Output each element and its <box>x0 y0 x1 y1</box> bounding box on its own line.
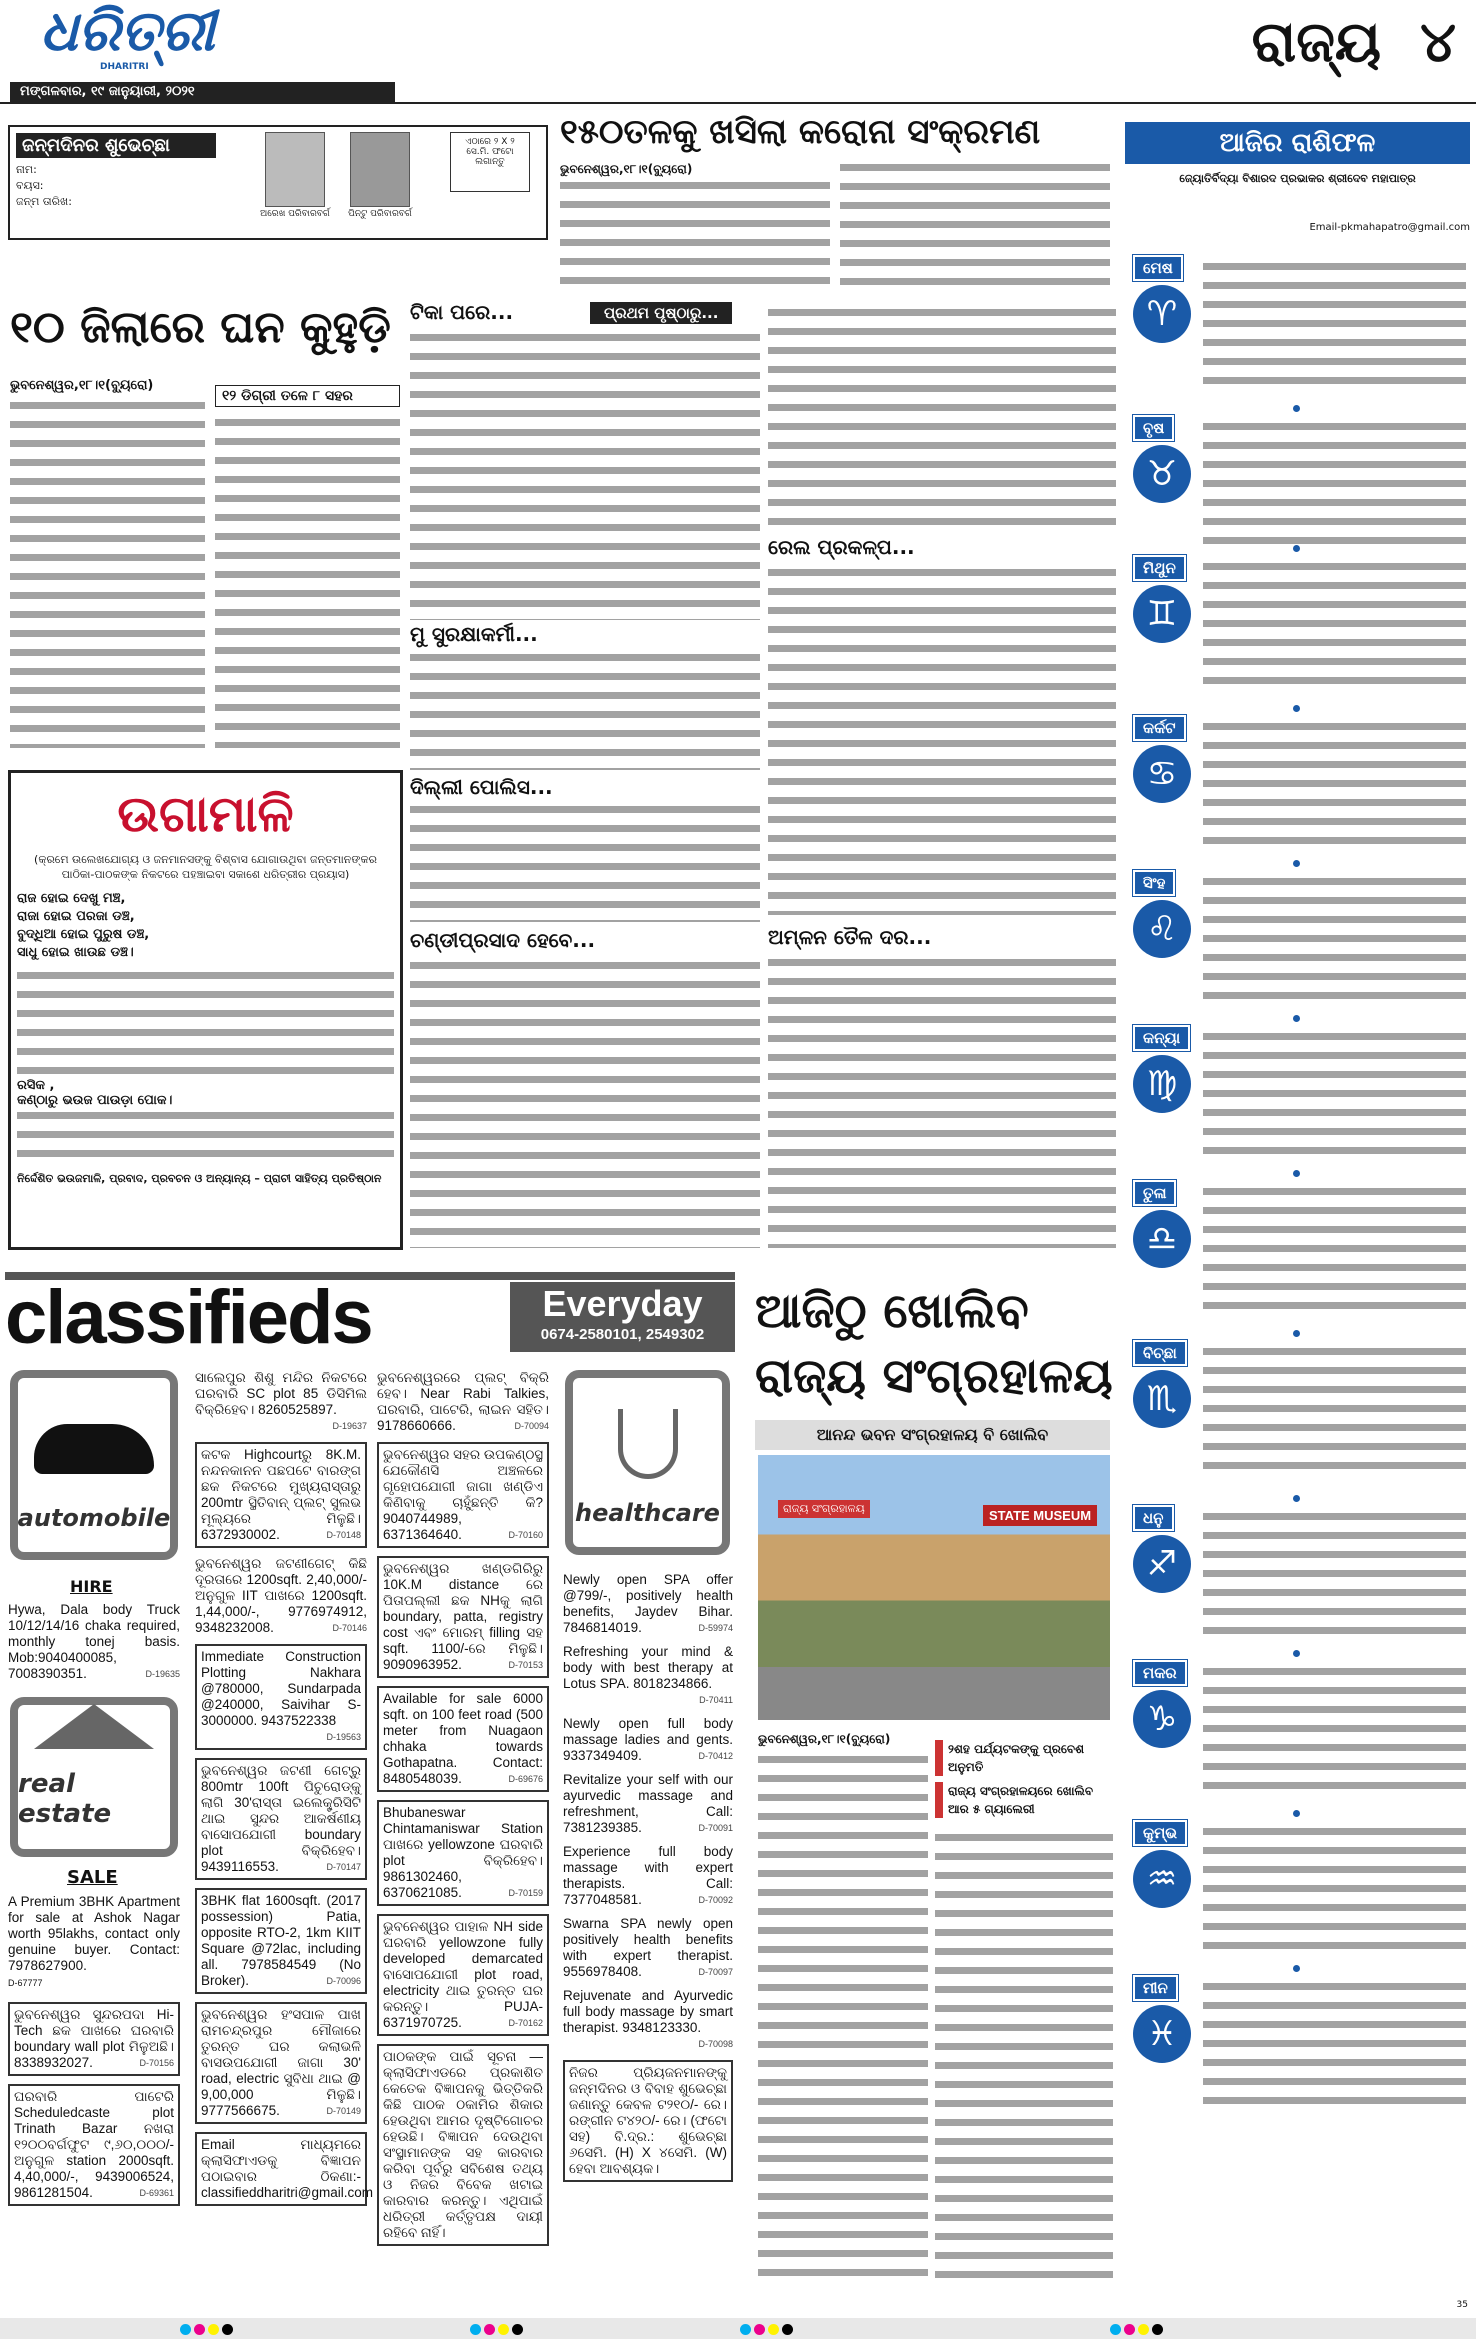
sign-label: ବୃଷ <box>1133 415 1174 441</box>
sign-text <box>1203 1344 1466 1479</box>
classified-ad <box>195 1442 367 1548</box>
sign-text <box>1203 559 1466 694</box>
classifieds-phone: 0674-2580101, 2549302 <box>540 1326 705 1343</box>
ad-text: A Premium 3BHK Apartment for sale at Ashok Nagar worth 95lakhs, contact only genuine buyer. Contact: 7978627900. <box>8 1894 180 1973</box>
sign-text <box>1203 1509 1466 1644</box>
ad-text: ଭୁବନେଶ୍ୱର ସହର ଉପକଣ୍ଠସ୍ଥ ଯେକୌଣସି ଅଞ୍ଚଳରେ ଗୃହୋପଯୋଗୀ ଜାଗା ଖଣ୍ଡିଏ କିଣିବାକୁ ଚାହୁଁଛନ୍ତି କି? 9040744989, 6371364640. <box>383 1447 543 1542</box>
logo-text: ଧରିତ୍ରୀ <box>40 0 215 64</box>
horoscope-item <box>1125 1180 1470 1330</box>
classified-ad <box>195 2132 374 2206</box>
sign-label: ତୁଳା <box>1133 1180 1176 1206</box>
corona-body-2 <box>840 160 1110 288</box>
horoscope-item <box>1125 415 1470 565</box>
classified-ad <box>563 1988 733 2052</box>
ad-code: D-70098 <box>698 2039 733 2049</box>
separator-dot <box>1293 545 1300 552</box>
sign-label: ବିଚ୍ଛା <box>1133 1340 1187 1366</box>
sign-text <box>1203 719 1466 854</box>
ad-text: Newly open full body massage ladies and gents. 9337349409. <box>563 1716 733 1763</box>
ugaamali-box <box>8 770 403 1250</box>
sale-ad <box>8 1894 180 1991</box>
horoscope-item <box>1125 1505 1470 1655</box>
ad-code: D-70096 <box>326 1976 361 1986</box>
verse-line: ରାଜ ହୋଇ ଦେଖୁ ମଞ୍ଚ, <box>17 891 126 906</box>
corona-dateline: ଭୁବନେଶ୍ୱର,୧୮।୧(ବ୍ୟୁରୋ) <box>560 162 693 176</box>
registration-mark <box>1110 2324 1121 2335</box>
horoscope-item <box>1125 1660 1470 1810</box>
zodiac-icon: ♈ <box>1133 285 1191 343</box>
automobile-label: automobile <box>17 1504 171 1532</box>
ad-code: D-19635 <box>145 1669 180 1679</box>
zodiac-icon: ♌ <box>1133 900 1191 958</box>
zodiac-icon: ♑ <box>1133 1690 1191 1748</box>
horoscope-item <box>1125 555 1470 705</box>
hire-heading: HIRE <box>70 1577 113 1596</box>
classified-ad <box>563 1844 733 1908</box>
separator-dot <box>1293 1495 1300 1502</box>
registration-mark <box>768 2324 779 2335</box>
classifieds-area <box>5 1362 735 2292</box>
classified-ad <box>563 1772 733 1836</box>
sign-label: ମେଷ <box>1133 255 1183 281</box>
classified-ad <box>563 2060 733 2182</box>
separator-dot <box>1293 1330 1300 1337</box>
date-bar: ମଙ୍ଗଳବାର, ୧୯ ଜାନୁୟାରୀ, ୨୦୨୧ <box>10 82 395 102</box>
ad-code: D-70148 <box>326 1530 361 1540</box>
sign-label: ସିଂହ <box>1133 870 1175 896</box>
registration-mark <box>208 2324 219 2335</box>
classified-ad <box>377 1686 549 1792</box>
museum-subtitle: ଆନନ୍ଦ ଭବନ ସଂଗ୍ରହାଳୟ ବି ଖୋଲିବ <box>755 1420 1110 1450</box>
ad-text: Bhubaneswar Chintamaniswar Station ପାଖରେ yellowzone ଘରବାରି plot ବିକ୍ରିହେବ। 9861302460, 6370621085. <box>383 1805 543 1900</box>
ugaamali-title: ଉଗାମାଳି <box>117 785 294 843</box>
classified-ad <box>195 1888 367 1994</box>
classified-ad <box>563 1916 733 1980</box>
cont-body <box>410 958 760 1248</box>
separator-dot <box>1293 1965 1300 1972</box>
zodiac-icon: ♒ <box>1133 1850 1191 1908</box>
ad-text: ଭୁବନେଶ୍ୱର ଖଣ୍ଡଗିରିରୁ 10K.M distance ରେ ପିତାପଲ୍ଲୀ ଛକ NHକୁ ଲାଗି boundary, patta, registry cost ଏବଂ ମୋରମ୍ filling ସହ sqft. 1100/-ରେ ମିଳୁଛି। 9090963952. <box>383 1561 543 1672</box>
ad-text: ଭୁବନେଶ୍ୱରରେ ପ୍ଲଟ୍ ବିକ୍ରି ହେବ। Near Rabi Talkies, ଘରବାରି, ପାଟେରି, ଲାଇନ ସହିତ। 9178660666. <box>377 1370 549 1433</box>
ad-text: Rejuvenate and Ayurvedic full body massage by smart therapist. 9348123330. <box>563 1988 733 2035</box>
classifieds-title: classifieds <box>5 1275 372 1360</box>
ad-code: D-70412 <box>698 1751 733 1761</box>
ad-text: ଘରବାରି ପାଟେରି Scheduledcaste plot Trinath Bazar ନଖରା ୧୨୦୦ବର୍ଗଫୁଟ ୯,୬୦,୦୦୦/- ଅନୁଗୁଳ station 2000sqft. 4,40,000/-, 9439006524, 9861281504. <box>14 2089 174 2200</box>
photo-1 <box>265 132 325 207</box>
horoscope-item <box>1125 715 1470 865</box>
bullet: ରାଜ୍ୟ ସଂଗ୍ରହାଳୟରେ ଖୋଲିବ ଆର ୫ ଗ୍ୟାଲେରୀ <box>935 1782 1110 1818</box>
registration-mark <box>194 2324 205 2335</box>
ad-code: D-70097 <box>698 1967 733 1977</box>
registration-mark <box>484 2324 495 2335</box>
classified-ad <box>377 1370 549 1434</box>
ugaamali-body <box>17 968 394 1078</box>
masthead-logo <box>40 2 230 72</box>
ad-text: ଭୁବନେଶ୍ୱର ହଂସପାଳ ପାଖ ରାମଚନ୍ଦ୍ରପୁର ମୌଜାରେ ତୁରନ୍ତ ଘର କଲାଭଳି ବାସଉପଯୋଗୀ ଜାଗା 30' road, electric ସୁବିଧା ଥାଇ @ 9,00,000 ମିଳୁଛି। 9777566675. <box>201 2007 361 2118</box>
separator-dot <box>1293 405 1300 412</box>
ad-text: Experience full body massage with expert therapists. Call: 7377048581. <box>563 1844 733 1907</box>
ad-text: ଭୁବନେଶ୍ୱର ଜଟଣୀ ଗେଟ୍‌ରୁ 800mtr 100ft ପିଚୁରୋଡ୍‌କୁ ଲାଗି 30'ରାସ୍ତା ଇଲେକ୍ଟ୍ରିସିଟି ଥାଇ ସୁନ୍ଦର ଆକର୍ଷଣୀୟ ବାସୋପଯୋଗୀ boundary plot ବିକ୍ରିହେବ। 9439116553. <box>201 1763 361 1874</box>
ugaamali-subtitle: (କ୍ରମେ ଉଲେଖଯୋଗ୍ୟ ଓ ଜନମାନସଙ୍କୁ ବିଶ୍ବାସ ଯୋଗାଉଥିବା ଜନ୍ତମାନଙ୍କର ପାଠିକା-ପାଠକଙ୍କ ନିକଟରେ ପହଞ୍ଚାଇବା ସକାଶେ ଧରିତ୍ରୀର ପ୍ରୟାସ) <box>34 853 377 881</box>
registration-mark <box>470 2324 481 2335</box>
classified-ad <box>195 1644 367 1750</box>
sign-text <box>1203 419 1466 554</box>
museum-dateline: ଭୁବନେଶ୍ୱର,୧୮।୧(ବ୍ୟୁରୋ) <box>758 1732 891 1746</box>
ugaamali-body-2 <box>17 1108 394 1168</box>
ad-text: Immediate Construction Plotting Nakhara @780000, Sundarpada @240000, Saivihar S-3000000. 9437522338 <box>201 1649 361 1728</box>
ad-code: D-19563 <box>326 1732 361 1742</box>
ad-text: Swarna SPA newly open positively health benefits with expert therapist. 9556978408. <box>563 1916 733 1979</box>
ad-code: D-67777 <box>8 1978 43 1988</box>
sale-heading: SALE <box>67 1867 118 1888</box>
zodiac-icon: ♎ <box>1133 1210 1191 1268</box>
car-icon <box>34 1424 154 1474</box>
ad-text: ଭୁବନେଶ୍ୱର ସୁନ୍ଦରପଦା Hi-Tech ଛକ ପାଖରେ ଘରବାରି boundary wall plot ମିଳୁଅଛି। 8338932027. <box>14 2007 174 2070</box>
classified-ad <box>377 1800 549 1906</box>
ad-code: D-59974 <box>698 1623 733 1633</box>
cont-heading: ଟିକା ପରେ... <box>410 300 514 324</box>
fog-dateline: ଭୁବନେଶ୍ୱର,୧୮।୧(ବ୍ୟୁରୋ) <box>10 378 154 393</box>
zodiac-icon: ♋ <box>1133 745 1191 803</box>
cont-body <box>410 802 760 922</box>
sign-text <box>1203 259 1466 394</box>
ugaamali-footer: ନିର୍ଦ୍ଦେଶିତ ଭଉଜମାଳି, ପ୍ରବାଦ, ପ୍ରବଚନ ଓ ଅନ୍ୟାନ୍ୟ – ପ୍ରାଚୀ ସାହିତ୍ୟ ପ୍ରତିଷ୍ଠାନ <box>17 1172 382 1185</box>
photo-sign-odia: ରାଜ୍ୟ ସଂଗ୍ରହାଳୟ <box>778 1500 870 1518</box>
horoscope-item <box>1125 870 1470 1020</box>
front-page-label: ପ୍ରଥମ ପୃଷ୍ଠାରୁ... <box>590 302 732 324</box>
ad-code: D-70411 <box>699 1695 733 1705</box>
classified-ad <box>377 1914 549 2036</box>
birthday-box <box>8 125 548 240</box>
zodiac-icon: ♊ <box>1133 585 1191 643</box>
registration-mark <box>512 2324 523 2335</box>
classified-ad <box>195 1758 367 1880</box>
registration-mark <box>1152 2324 1163 2335</box>
ugaamali-verse <box>17 890 394 962</box>
horoscope-email: Email-pkmahapatro@gmail.com <box>1309 222 1470 233</box>
ad-code: D-70160 <box>508 1530 543 1540</box>
cont-body <box>768 955 1116 1248</box>
ad-text: Refreshing your mind & body with best therapy at Lotus SPA. 8018234866. <box>563 1644 733 1691</box>
museum-body <box>758 1752 928 2287</box>
cont-body <box>410 330 760 620</box>
classified-ad <box>563 1644 733 1708</box>
horoscope-item <box>1125 1820 1470 1970</box>
ad-text: ପାଠକଙ୍କ ପାଇଁ ସୂଚନା — କ୍ଲାସିଫାଏଡରେ ପ୍ରକାଶିତ କେତେକ ବିଜ୍ଞାପନକୁ ଭିତ୍ତିକରି କିଛି ପାଠକ ଠକାମିର ଶିକାର ହେଉଥିବା ଆମର ଦୃଷ୍ଟିଗୋଚର ହେଉଛି। ବିଜ୍ଞାପନ ଦେଉଥିବା ସଂସ୍ଥାମାନଙ୍କ ସହ କାରବାର କରିବା ପୂର୍ବରୁ ସବିଶେଷ ତଥ୍ୟ ଓ ନିଜର ବିବେକ ଖଟାଇ କାରବାର କରନ୍ତୁ। ଏଥିପାଇଁ ଧରିତ୍ରୀ କର୍ତ୍ତୃପକ୍ଷ ଦାୟୀ ରହିବେ ନାହିଁ। <box>383 2049 543 2240</box>
ugaamali-h2: ରସିକ , <box>17 1078 55 1093</box>
classified-ad <box>563 1716 733 1764</box>
separator-dot <box>1293 1650 1300 1657</box>
classified-ad <box>377 1442 549 1548</box>
separator-dot <box>1293 1810 1300 1817</box>
realestate-label: real estate <box>18 1769 112 1829</box>
museum-headline-1: ଆଜିଠୁ ଖୋଲିବ <box>755 1283 1029 1339</box>
ad-code: D-70153 <box>508 1660 543 1670</box>
photo-sign: STATE MUSEUM <box>983 1505 1097 1526</box>
corona-body <box>560 178 830 288</box>
ad-code: D-19637 <box>332 1421 367 1431</box>
separator-dot <box>1293 1170 1300 1177</box>
ad-code: D-70146 <box>332 1623 367 1633</box>
sign-label: ମିଥୁନ <box>1133 555 1186 581</box>
horoscope-item <box>1125 255 1470 405</box>
photo-2 <box>350 132 410 207</box>
museum-photo <box>758 1455 1110 1720</box>
sign-text <box>1203 1029 1466 1164</box>
ad-code: D-70147 <box>326 1862 361 1872</box>
separator-dot <box>1293 705 1300 712</box>
ugaamali-h3: କଣ୍ଠାରୁ ଭଉଜ ପାଉଡ଼ା ପୋକ। <box>17 1093 173 1108</box>
horoscope-item <box>1125 1025 1470 1175</box>
fog-body-2 <box>215 415 400 748</box>
photo-1-caption: ଅରେଖ ପରିବାରବର୍ଗ <box>260 209 330 219</box>
zodiac-icon: ♍ <box>1133 1055 1191 1113</box>
ad-code: D-70092 <box>698 1895 733 1905</box>
page-number: ୪ <box>1420 10 1456 75</box>
everyday-label: Everyday <box>542 1283 703 1324</box>
horoscope-title: ଆଜିର ରାଶିଫଳ <box>1125 122 1470 164</box>
registration-mark <box>782 2324 793 2335</box>
footer-page-number: 35 <box>1456 2300 1468 2310</box>
registration-mark <box>1124 2324 1135 2335</box>
ad-text: ଭୁବନେଶ୍ୱର ଜଟଣୀଗେଟ୍ କିଛି ଦୂରତାରେ 1200sqft. 2,40,000/- ଅନୁଗୁଳ IIT ପାଖରେ 1200sqft. 1,44,000/-, 9776974912, 9348232008. <box>195 1556 367 1635</box>
sign-label: ଧନୁ <box>1133 1505 1174 1531</box>
registration-mark <box>180 2324 191 2335</box>
photo-2-caption: ପିନ୍ଟୁ ପରିବାରବର୍ଗ <box>348 209 412 219</box>
ad-text: ନିଜର ପ୍ରିୟଜନମାନଙ୍କୁ ଜନ୍ମଦିନର ଓ ବିବାହ ଶୁଭେଚ୍ଛା ଜଣାନ୍ତୁ କେବଳ ଟ୨୧୦/- ରେ। ରଙ୍ଗୀନ ଟ୪୨୦/- ରେ। (ଫଟୋ ସହ) ବି.ଦ୍ର.: ଶୁଭେଚ୍ଛା ୬ସେମି. (H) X ୪ସେମି. (W) ହେବା ଆବଶ୍ୟକ। <box>569 2065 727 2176</box>
section-title <box>1252 10 1456 76</box>
classified-ad <box>195 1556 367 1636</box>
ad-text: Newly open SPA offer @799/-, positively health benefits, Jaydev Bihar. 7846814019. <box>563 1572 733 1635</box>
horoscope-item <box>1125 1340 1470 1490</box>
healthcare-card <box>565 1370 730 1555</box>
separator-dot <box>1293 860 1300 867</box>
sign-label: ମୀନ <box>1133 1975 1178 2001</box>
registration-mark <box>754 2324 765 2335</box>
registration-mark <box>222 2324 233 2335</box>
field-dob: ଜନ୍ମ ତାରିଖ: <box>16 195 72 208</box>
birthday-title: ଜନ୍ମଦିନର ଶୁଭେଚ୍ଛା <box>16 133 216 158</box>
sign-text <box>1203 1824 1466 1959</box>
hire-ad <box>8 1602 180 1682</box>
cont-heading: ଚଣ୍ଡୀପ୍ରସାଦ ହେବେ... <box>410 928 596 952</box>
ad-text: Revitalize your self with our ayurvedic massage and refreshment, Call: 7381239385. <box>563 1772 733 1835</box>
ad-code: D-69676 <box>508 1774 543 1784</box>
sign-text <box>1203 874 1466 1009</box>
automobile-card <box>10 1370 178 1560</box>
stethoscope-icon <box>618 1409 678 1479</box>
ad-code: D-70091 <box>698 1823 733 1833</box>
verse-line: ବୁଦ୍ଧିଆ ହୋଇ ପୁରୁଷ ଡଞ୍ଚ, <box>17 927 150 942</box>
classified-ad <box>195 2002 367 2124</box>
ad-text: ସାଲେପୁର ଶିଶୁ ମନ୍ଦିର ନିକଟରେ ଘରବାରି SC plot 85 ଡିସିମିଲ ବିକ୍ରିହେବ। 8260525897. <box>195 1370 367 1417</box>
horoscope-item <box>1125 1975 1470 2125</box>
registration-mark <box>498 2324 509 2335</box>
cont-heading: ଅମ୍ଳନ ତୈଳ ଦର... <box>768 925 932 949</box>
cont-heading: ଦିଲ୍ଲୀ ପୋଲିସ... <box>410 775 553 799</box>
corona-headline: ୧୫୦ତଳକୁ ଖସିଲା କରୋନା ସଂକ୍ରମଣ <box>560 112 1041 152</box>
rule <box>0 102 1476 104</box>
ad-text: Hywa, Dala body Truck 10/12/14/16 chaka required, monthly tonej basis. Mob:9040400085, 7008390351. <box>8 1602 180 1681</box>
classified-ad <box>377 1556 549 1678</box>
verse-line: ରାଜା ହୋଇ ପରଜା ଡଞ୍ଚ, <box>17 909 135 924</box>
sign-text <box>1203 1184 1466 1319</box>
photo-note: ଏଠାରେ ୨ X ୨ ସେ.ମି. ଫଟୋ ଲଗାନ୍ତୁ <box>450 132 530 192</box>
bullet: ୨ଶହ ପର୍ଯ୍ୟଟକଙ୍କୁ ପ୍ରବେଶ ଅନୁମତି <box>935 1740 1110 1776</box>
house-icon <box>34 1704 154 1749</box>
museum-bullets <box>935 1740 1110 1818</box>
classified-ad <box>8 2084 180 2206</box>
ad-code: D-70094 <box>514 1421 549 1431</box>
separator-dot <box>1293 1015 1300 1022</box>
zodiac-icon: ♏ <box>1133 1370 1191 1428</box>
sign-label: କୁମ୍ଭ <box>1133 1820 1187 1846</box>
sign-label: କନ୍ୟା <box>1133 1025 1190 1051</box>
ad-text: 3BHK flat 1600sqft. (2017 possession) Patia, opposite RTO-2, 1km KIIT Square @72lac, including all. 7978584549 (No Broker). <box>201 1893 361 1988</box>
sign-text <box>1203 1979 1466 2114</box>
logo-sub: DHARITRI <box>100 62 149 72</box>
zodiac-icon: ♓ <box>1133 2005 1191 2063</box>
museum-headline-2: ରାଜ୍ୟ ସଂଗ୍ରହାଳୟ <box>755 1348 1113 1404</box>
verse-line: ସାଧୁ ହୋଇ ଖାଉଛ ଡଞ୍ଚ। <box>17 945 134 960</box>
ad-code: D-70149 <box>326 2106 361 2116</box>
realestate-card <box>10 1697 178 1857</box>
fog-pullquote: ୧୨ ଡିଗ୍ରୀ ତଳେ ୮ ସହର <box>215 385 400 407</box>
ad-code: D-70156 <box>139 2058 174 2068</box>
museum-body-2 <box>935 1830 1113 2287</box>
classified-ad <box>563 1572 733 1636</box>
ad-code: D-70162 <box>508 2018 543 2028</box>
everyday-box <box>510 1282 735 1352</box>
horoscope-byline: ଜ୍ୟୋତିର୍ବିଦ୍ୟା ବିଶାରଦ ପ୍ରଭାକର ଶ୍ରୀଦେବ ମହାପାତ୍ର <box>1179 172 1416 185</box>
ad-text: Available for sale 6000 sqft. on 100 feet road (500 meter from Nuagaon chhaka towards Gothapatna. Contact: 8480548039. <box>383 1691 543 1786</box>
section-name: ରାଜ୍ୟ <box>1251 10 1382 75</box>
field-name: ନାମ: <box>16 163 37 176</box>
sign-text <box>1203 1664 1466 1799</box>
cont-body <box>768 305 1116 530</box>
cont-body <box>768 565 1116 915</box>
fog-body <box>10 398 205 748</box>
classified-ad <box>8 2002 180 2076</box>
ad-text: ଭୁବନେଶ୍ୱର ପାହାଳ NH side ଘରବାରି yellowzone fully developed demarcated ବାସୋପଯୋଗୀ plot road, electricity ଥାଇ ତୁରନ୍ତ ଘର କରନ୍ତୁ। PUJA- 6371970725. <box>383 1919 543 2030</box>
healthcare-label: healthcare <box>575 1499 720 1527</box>
fog-headline: ୧୦ ଜିଲାରେ ଘନ କୁହୁଡ଼ି <box>10 302 391 353</box>
cont-heading: ମୁ ସୁରକ୍ଷାକର୍ମୀ... <box>410 622 538 646</box>
field-age: ବୟସ: <box>16 179 44 192</box>
ad-text: Email ମାଧ୍ୟମରେ କ୍ଲାସିଫାଏଡକୁ ବିଜ୍ଞାପନ ପଠାଇବାର ଠିକଣା:- classifieddharitri@gmail.com <box>201 2137 374 2200</box>
classified-ad <box>377 2044 549 2246</box>
cont-heading: ରେଲ ପ୍ରକଳ୍ପ... <box>768 535 915 559</box>
ad-code: D-69361 <box>139 2188 174 2198</box>
ad-text: କଟକ Highcourtରୁ 8K.M. ନନ୍ଦନକାନନ ପଛପଟେ ବାରଙ୍ଗ ଛକ ନିକଟରେ ମୁଖ୍ୟରାସ୍ତାରୁ 200mtr ସ୍ଥିତିବାନ୍ ପ୍ଲଟ୍ ସୁଲଭ ମୂଲ୍ୟରେ ମିଳୁଛି। 6372930002. <box>201 1447 361 1542</box>
classified-ad <box>195 1370 367 1434</box>
registration-mark <box>1138 2324 1149 2335</box>
cont-body <box>410 650 760 770</box>
sign-label: ମକର <box>1133 1660 1187 1686</box>
ad-code: D-70159 <box>508 1888 543 1898</box>
sign-label: କର୍କଟ <box>1133 715 1186 741</box>
zodiac-icon: ♐ <box>1133 1535 1191 1593</box>
zodiac-icon: ♉ <box>1133 445 1191 503</box>
registration-mark <box>740 2324 751 2335</box>
